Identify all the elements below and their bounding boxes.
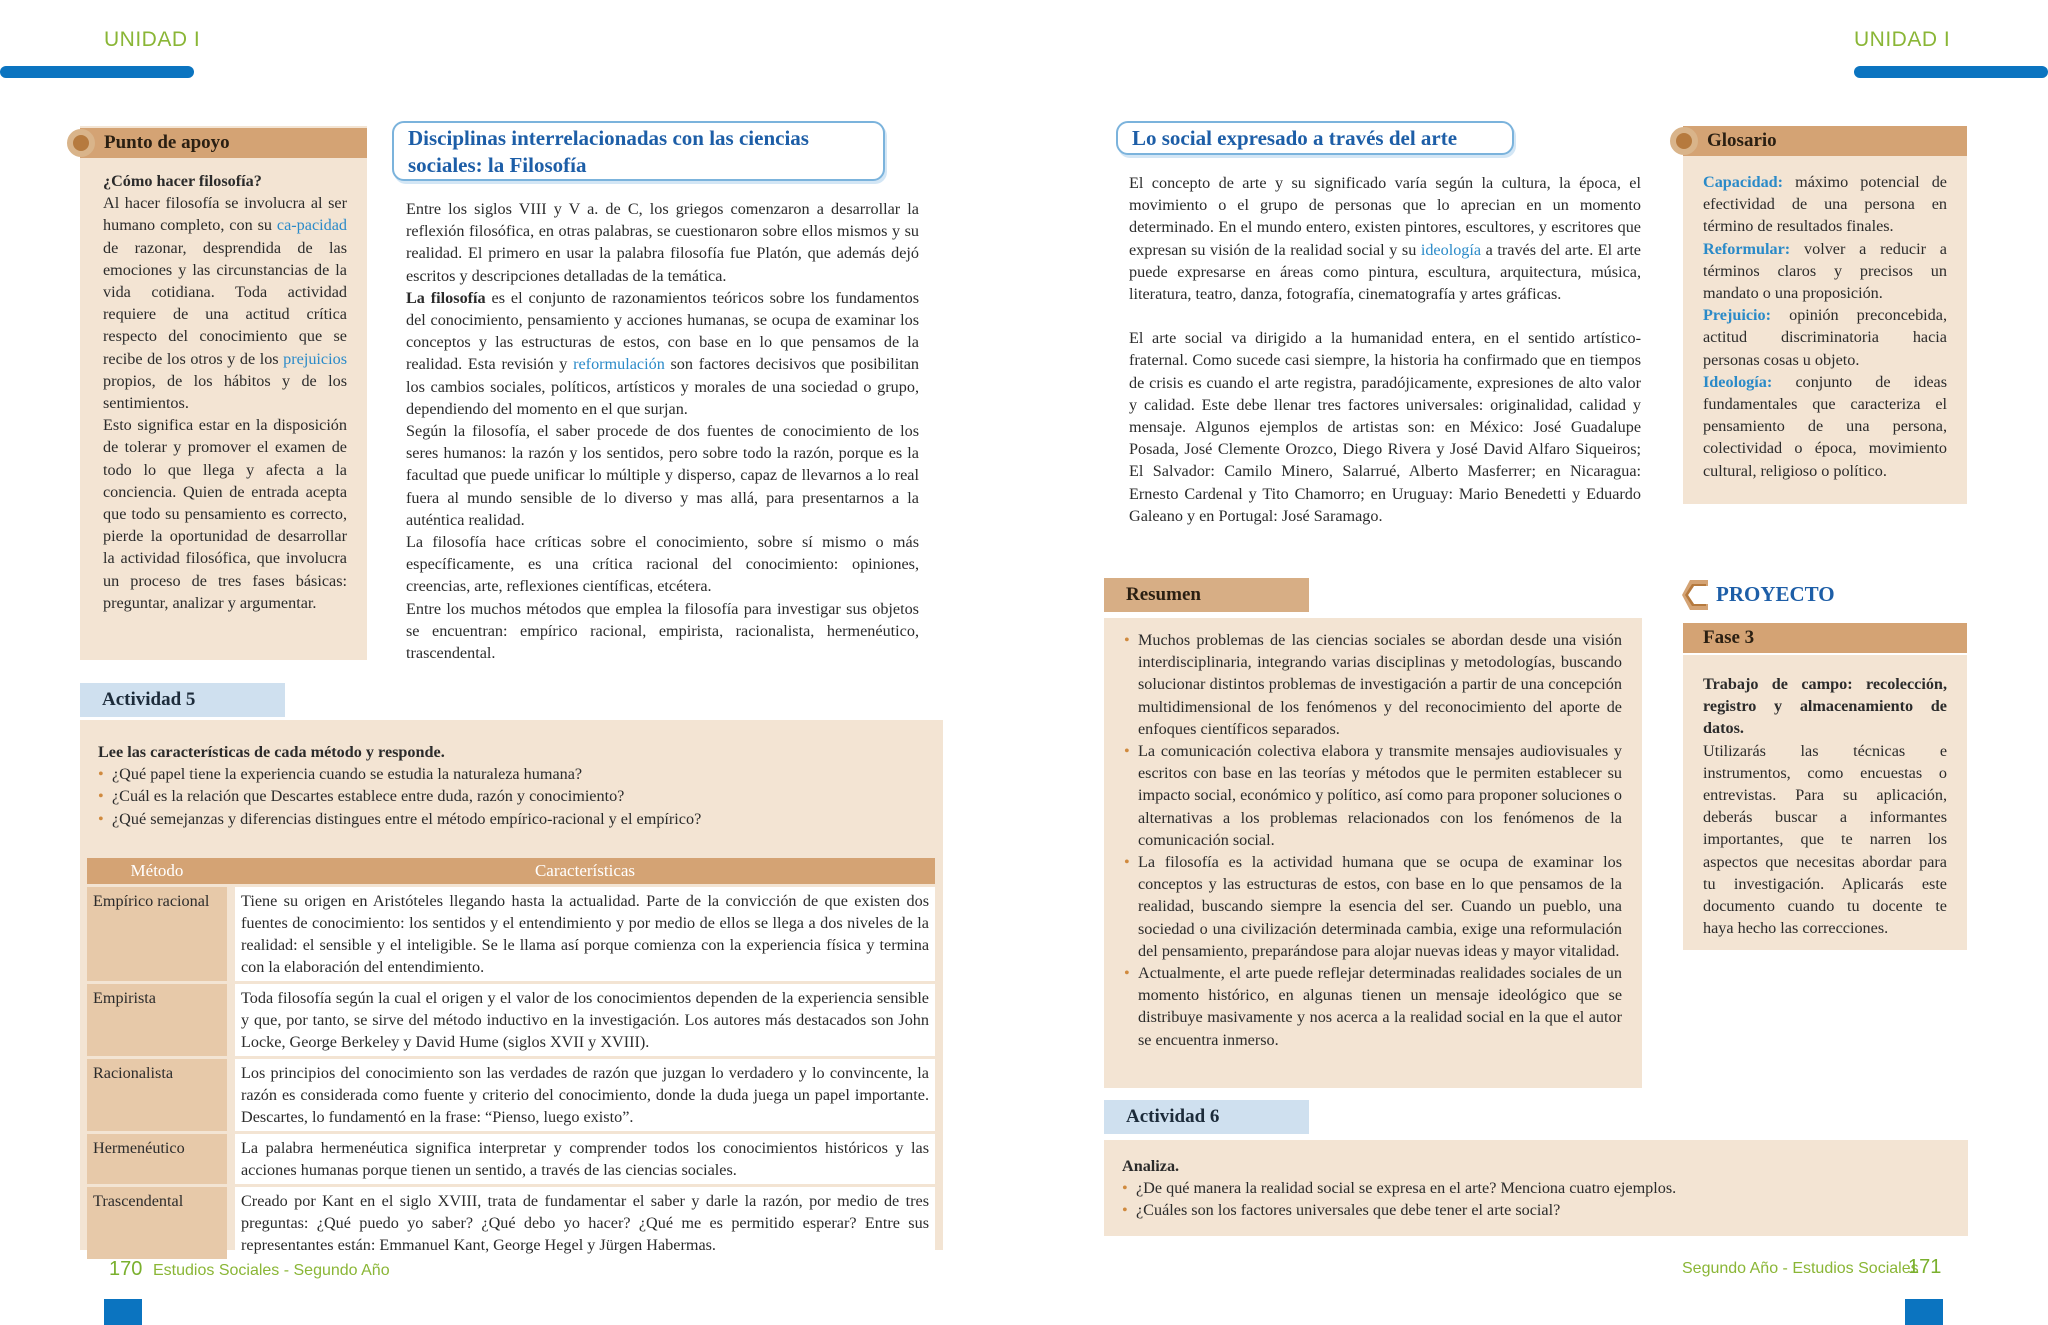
disciplinas-p5: Entre los muchos métodos que emplea la filosofía para investigar sus objetos se encuentran: empírico racional, empirista, racionalista, hermenéutico, trascendental. xyxy=(406,599,919,663)
arte-title: Lo social expresado a través del arte xyxy=(1132,126,1458,150)
disciplinas-title: Disciplinas interrelacionadas con las ciencias sociales: la Filosofía xyxy=(408,126,809,177)
glosario-term: Prejuicio: xyxy=(1703,306,1772,325)
methods-table xyxy=(87,855,935,1262)
proyecto-text: Utilizarás las técnicas e instrumentos, como encuestas o entrevistas. Para su aplicación, deberás buscar a informantes importantes, que te narren los aspectos que necesitas abordar para tu investigación. Aplicarás este documento cuando tu docente te haya hecho las correcciones. xyxy=(1703,741,1947,938)
glosario-term: Ideología: xyxy=(1703,372,1773,391)
glosario-term: Reformular: xyxy=(1703,239,1791,258)
method-cell: Empírico racional xyxy=(87,887,227,981)
actividad5-question: • ¿Qué papel tiene la experiencia cuando se estudia la naturaleza humana? xyxy=(98,763,918,785)
actividad5-title: Actividad 5 xyxy=(80,683,285,717)
glosario-title: Glosario xyxy=(1683,126,1967,156)
actividad5-question: • ¿Cuál es la relación que Descartes establece entre duda, razón y conocimiento? xyxy=(98,785,918,807)
glosario-entry: Prejuicio: opinión preconcebida, actitud discriminatoria hacia personas cosas u objeto. xyxy=(1703,306,1947,369)
disciplinas-p4: La filosofía hace críticas sobre el conocimiento, sobre sí mismo o más específicamente, es una crítica racional del conocimiento: opiniones, creencias, arte, reflexiones científicas, etcétera. xyxy=(406,533,919,596)
glosario-entry: Reformular: volver a reducir a términos claros y precisos un mandato o una proposición. xyxy=(1703,239,1947,303)
actividad5-question: • ¿Qué semejanzas y diferencias distingues entre el método empírico-racional y el empírico? xyxy=(98,808,918,830)
glosario-body xyxy=(1703,171,1947,482)
disciplinas-p1: Entre los siglos VIII y V a. de C, los griegos comenzaron a desarrollar la reflexión filosófica, en otras palabras, se cuestionaron sobre ellos mismos y su realidad. El primero en usar la palabra filosofía fue Platón, que además dejó escritos y descripciones detalladas de la temática. xyxy=(406,200,919,285)
resumen-body xyxy=(1124,629,1622,1051)
actividad6-question: • ¿De qué manera la realidad social se expresa en el arte? Menciona cuatro ejemplos. xyxy=(1122,1177,1942,1199)
method-cell: Empirista xyxy=(87,984,227,1056)
resumen-item: • La filosofía es la actividad humana que se ocupa de examinar los conceptos y las estructuras de estos, con base en lo que pensamos de la realidad, buscando siempre la esencia del ser. Cuando un pueblo, una sociedad o una civilización determinada cambia, exige una reformulación del pensamiento, preparándose para alojar nuevas ideas y mayor vitalidad. xyxy=(1124,851,1622,962)
glosario-entry: Ideología: conjunto de ideas fundamentales que caracteriza el pensamiento de una persona, colectividad o época, movimiento cultural, religioso o político. xyxy=(1703,372,1947,480)
punto-apoyo-question: ¿Cómo hacer filosofía? xyxy=(103,172,262,190)
actividad6-question: • ¿Cuáles son los factores universales que debe tener el arte social? xyxy=(1122,1199,1942,1221)
glosario-entry: Capacidad: máximo potencial de efectividad de una persona en término de resultados finales. xyxy=(1703,173,1947,236)
arte-title-box xyxy=(1116,121,1514,155)
header-bar-right xyxy=(1854,66,2048,78)
characteristics-cell: Toda filosofía según la cual el origen y el valor de los conocimientos dependen de la experiencia sensible y que, por tanto, se sirve del método inductivo en la investigación. Los autores más destacados son John Locke, George Berkeley y David Hume (siglos XVII y XVIII). xyxy=(235,984,935,1056)
proyecto-phase: Fase 3 xyxy=(1683,623,1967,653)
characteristics-cell: Tiene su origen en Aristóteles llegando hasta la actualidad. Parte de la convicción de que existen dos fuentes de conocimiento: los sentidos y el entendimiento y por medio de ellos se llega a dos niveles de la realidad: el sensible y el inteligible. Se le llama así porque comienza con la experiencia física y termina con la elaboración del entendimiento. xyxy=(235,887,935,981)
characteristics-cell: La palabra hermenéutica significa interpretar y comprender todos los conocimientos históricos y las acciones humanas porque tienen un sentido, a través de las ciencias sociales. xyxy=(235,1134,935,1184)
ideologia-link[interactable]: ideología xyxy=(1420,240,1482,259)
actividad5-instruction: Lee las características de cada método y responde. xyxy=(98,743,445,761)
header-bar-left xyxy=(0,66,194,78)
characteristics-cell: Los principios del conocimiento son las verdades de razón que juzgan lo verdadero y lo convincente, la razón es considerada como fuente y criterio del conocimiento, donde la duda juega un papel importante. Descartes, lo fundamentó en la frase: “Pienso, luego existo”. xyxy=(235,1059,935,1131)
actividad6-prompt xyxy=(1122,1155,1942,1222)
proyecto-label: PROYECTO xyxy=(1716,582,1835,606)
proyecto-subtitle: Trabajo de campo: recolección, registro y almacenamiento de datos. xyxy=(1703,675,1947,738)
disciplinas-p2: La filosofía es el conjunto de razonamientos teóricos sobre los fundamentos del conocimiento, pensamiento y acciones humanas, se ocupa de examinar los conceptos y las estructuras de estos, con base en lo que pensamos de la realidad. Esta revisión y reformulación son factores decisivos que posibilitan los cambios sociales, políticos, artísticos y morales de una sociedad o grupo, dependiendo del momento en el que surjan. xyxy=(406,288,919,418)
punto-apoyo-title: Punto de apoyo xyxy=(80,128,367,158)
disciplinas-title-box xyxy=(392,121,885,181)
arte-p2: El arte social va dirigido a la humanidad entera, en el sentido artístico-fraternal. Como sucede casi siempre, la historia ha confirmado que en tiempos de crisis es cuando el arte registra, paradójicamente, expresiones de alto valor y calidad. Este debe llenar tres factores universales: originalidad, calidad y mensaje. Algunos ejemplos de artistas son: en México: José Guadalupe Posada, José Clemente Orozco, Diego Rivera y José David Alfaro Siqueiros; El Salvador: Camilo Minero, Salarrué, Alberto Masferrer; en Nicaragua: Ernesto Cardenal y Tito Chamorro; en Uruguay: Mario Benedetti y Eduardo Galeano y en Portugal: José Saramago. xyxy=(1129,329,1641,525)
table-header-caracteristicas: Características xyxy=(235,858,935,884)
punto-apoyo-para1: Al hacer filosofía se involucra al ser humano completo, con su ca-pacidad de razonar, desprendida de las emociones y las circunstancias de la vida cotidiana. Toda actividad requiere de una actitud crítica respecto del conocimiento que se recibe de los otros y de los prejuicios propios, de los hábitos y de los sentimientos. xyxy=(103,194,347,413)
footer-block-right xyxy=(1905,1299,1943,1325)
prejuicios-link[interactable]: prejuicios xyxy=(283,349,347,368)
actividad6-questions xyxy=(1122,1177,1942,1221)
method-cell: Racionalista xyxy=(87,1059,227,1131)
footer-text-left: Estudios Sociales - Segundo Año xyxy=(153,1262,390,1279)
table-row xyxy=(87,984,935,1056)
punto-apoyo-para2: Esto significa estar en la disposición de tolerar y promover el examen de todo lo que llega y afecta a la conciencia. Quien de entrada acepta que todo su pensamiento es correcto, pierde la oportunidad de desarrollar la actividad filosófica, que involucra un proceso de tres fases básicas: preguntar, analizar y argumentar. xyxy=(103,416,347,612)
method-cell: Hermenéutico xyxy=(87,1134,227,1184)
punto-apoyo-body xyxy=(103,170,347,614)
footer-text-right: Segundo Año - Estudios Sociales xyxy=(1682,1260,1919,1277)
proyecto-icon xyxy=(1682,580,1708,610)
arte-p1: El concepto de arte y su significado varía según la cultura, la época, el movimiento o el grupo de personas que lo aprecian en un momento determinado. En el mundo entero, existen pintores, escultores, y escritores que expresan su visión de la realidad social y su ideología a través del arte. El arte puede expresarse en áreas como pintura, escultura, arquitectura, música, literatura, teatro, danza, fotografía, cinematografía y artes gráficas. xyxy=(1129,174,1641,304)
table-header-metodo: Método xyxy=(87,858,227,884)
footer-block-left xyxy=(104,1299,142,1325)
arte-body xyxy=(1129,172,1641,527)
unit-label-right: UNIDAD I xyxy=(1854,28,1951,51)
table-row xyxy=(87,887,935,981)
resumen-list xyxy=(1124,629,1622,1051)
glosario-term: Capacidad: xyxy=(1703,173,1784,191)
table-row xyxy=(87,1059,935,1131)
resumen-item: • Muchos problemas de las ciencias sociales se abordan desde una visión interdisciplinaria, integrando varias disciplinas y metodologías, buscando solucionar distintos problemas de investigación a partir de una concepción multidimensional de los fenómenos y del reconocimiento del aporte de enfoques científicos separados. xyxy=(1124,629,1622,740)
actividad6-title: Actividad 6 xyxy=(1104,1100,1309,1134)
punto-apoyo-bullet-icon xyxy=(67,129,95,157)
unit-label-left: UNIDAD I xyxy=(104,28,201,51)
page-number-right: 171 xyxy=(1908,1256,1942,1278)
method-cell: Trascendental xyxy=(87,1187,227,1259)
actividad5-questions xyxy=(98,763,918,830)
resumen-item: • La comunicación colectiva elabora y transmite mensajes audiovisuales y escritos con base en las teorías y métodos que le permiten establecer su impacto social, económico y político, así como para proponer soluciones o alternativas a los problemas relacionados con los fenómenos de la comunicación social. xyxy=(1124,740,1622,851)
proyecto-body xyxy=(1703,673,1947,939)
characteristics-cell: Creado por Kant en el siglo XVIII, trata de fundamentar el saber y darle la razón, por medio de tres preguntas: ¿Qué puedo yo saber? ¿Qué debo yo hacer? ¿Qué me es permitido esperar? Entre sus representantes están: Emmanuel Kant, George Hegel y Jürgen Habermas. xyxy=(235,1187,935,1259)
resumen-item: • Actualmente, el arte puede reflejar determinadas realidades sociales de un momento histórico, en algunas tienen un mensaje ideológico que se distribuye masivamente y nos acerca a la realidad social en la que el autor se encuentra inmerso. xyxy=(1124,962,1622,1051)
disciplinas-body xyxy=(406,198,919,664)
glosario-bullet-icon xyxy=(1670,127,1698,155)
table-row xyxy=(87,1134,935,1184)
reformulacion-link[interactable]: reformulación xyxy=(573,355,665,374)
actividad5-prompt xyxy=(98,741,918,830)
page-number-left: 170 xyxy=(109,1258,143,1280)
disciplinas-p3: Según la filosofía, el saber procede de dos fuentes de conocimiento de los seres humanos: la razón y los sentidos, pero sobre todo la razón, porque es la facultad que puede unificar lo múltiple y disperso, capaz de llevarnos a lo real fuera al mundo sensible de lo diverso y mas allá, para presentarnos a la auténtica realidad. xyxy=(406,422,919,529)
resumen-title: Resumen xyxy=(1104,578,1309,612)
table-row xyxy=(87,1187,935,1259)
capacidad-link[interactable]: ca-pacidad xyxy=(276,216,347,235)
actividad6-instruction: Analiza. xyxy=(1122,1157,1180,1175)
